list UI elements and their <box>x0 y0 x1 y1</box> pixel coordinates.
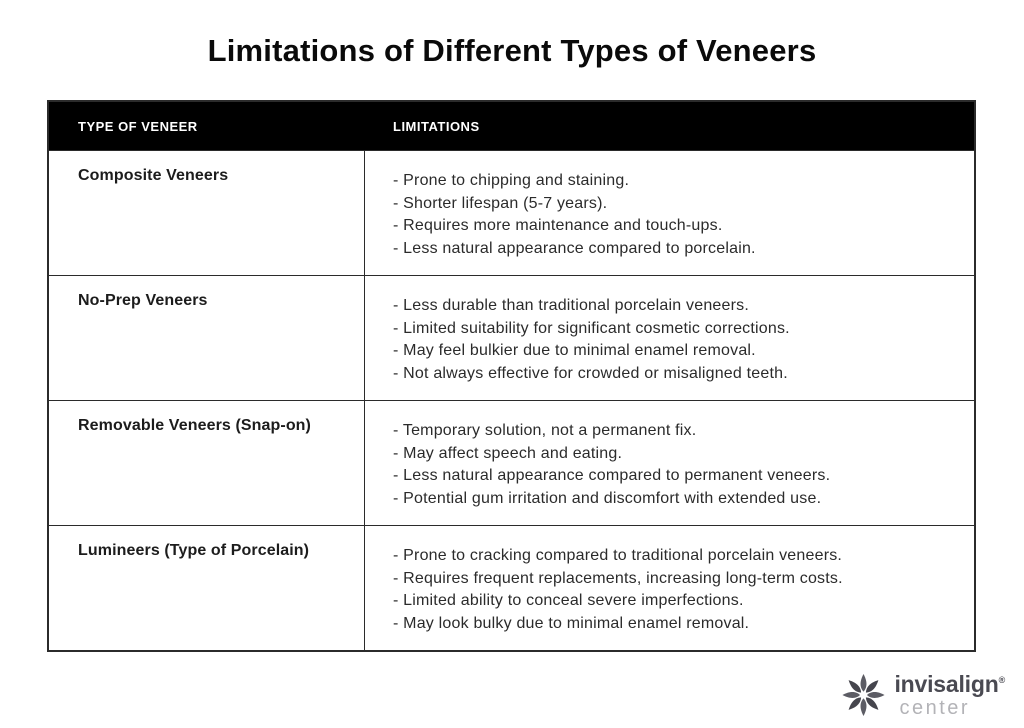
limitation-item: - Prone to chipping and staining. <box>393 172 630 189</box>
limitation-item: - May look bulky due to minimal enamel removal. <box>393 614 750 632</box>
table-row-composite-veneers <box>49 150 974 275</box>
flower-starburst-icon <box>840 670 887 720</box>
limitations-cell <box>365 401 974 525</box>
limitation-item: - Potential gum irritation and discomfort with extended use. <box>393 489 822 507</box>
table-row-no-prep-veneers <box>49 275 974 400</box>
limitation-item: - Temporary solution, not a permanent fix. <box>393 422 697 439</box>
veneer-type-cell: No-Prep Veneers <box>49 276 365 400</box>
limitations-cell <box>365 526 974 650</box>
veneers-table <box>47 100 976 652</box>
table-row-removable-veneers <box>49 400 974 525</box>
limitation-item: - Limited ability to conceal severe imperfections. <box>393 592 744 610</box>
page-title: Limitations of Different Types of Veneers <box>207 33 817 68</box>
brand-name <box>894 670 1005 697</box>
limitation-item: - Requires frequent replacements, increasing long-term costs. <box>393 569 843 587</box>
veneer-type-cell: Composite Veneers <box>49 151 365 275</box>
table-header-row <box>49 102 974 150</box>
brand-name-text: invisalign <box>894 670 999 697</box>
veneer-type-cell: Lumineers (Type of Porcelain) <box>49 526 365 650</box>
column-header-type-of-veneer: TYPE OF VENEER <box>78 118 198 134</box>
veneer-type-cell: Removable Veneers (Snap-on) <box>49 401 365 525</box>
limitation-item: - Limited suitability for significant cosmetic corrections. <box>393 319 790 337</box>
limitation-item: - Shorter lifespan (5-7 years). <box>393 194 608 212</box>
limitation-item: - Requires more maintenance and touch-ups. <box>393 217 723 235</box>
limitations-cell <box>365 276 974 400</box>
limitation-item: - Less durable than traditional porcelain veneers. <box>393 297 749 314</box>
brand-subtitle: center <box>899 696 971 719</box>
limitations-cell <box>365 151 974 275</box>
limitation-item: - Prone to cracking compared to traditional porcelain veneers. <box>393 547 843 564</box>
logo-wordmark <box>894 670 1005 719</box>
table-row-lumineers <box>49 525 974 650</box>
limitation-item: - Less natural appearance compared to porcelain. <box>393 239 756 257</box>
column-header-limitations: LIMITATIONS <box>393 118 480 134</box>
registered-trademark-symbol: ® <box>998 674 1005 685</box>
limitation-item: - Less natural appearance compared to permanent veneers. <box>393 467 831 485</box>
limitation-item: - May feel bulkier due to minimal enamel removal. <box>393 342 756 360</box>
limitation-item: - May affect speech and eating. <box>393 444 623 462</box>
invisalign-center-logo <box>840 670 1005 720</box>
limitation-item: - Not always effective for crowded or misaligned teeth. <box>393 364 788 382</box>
